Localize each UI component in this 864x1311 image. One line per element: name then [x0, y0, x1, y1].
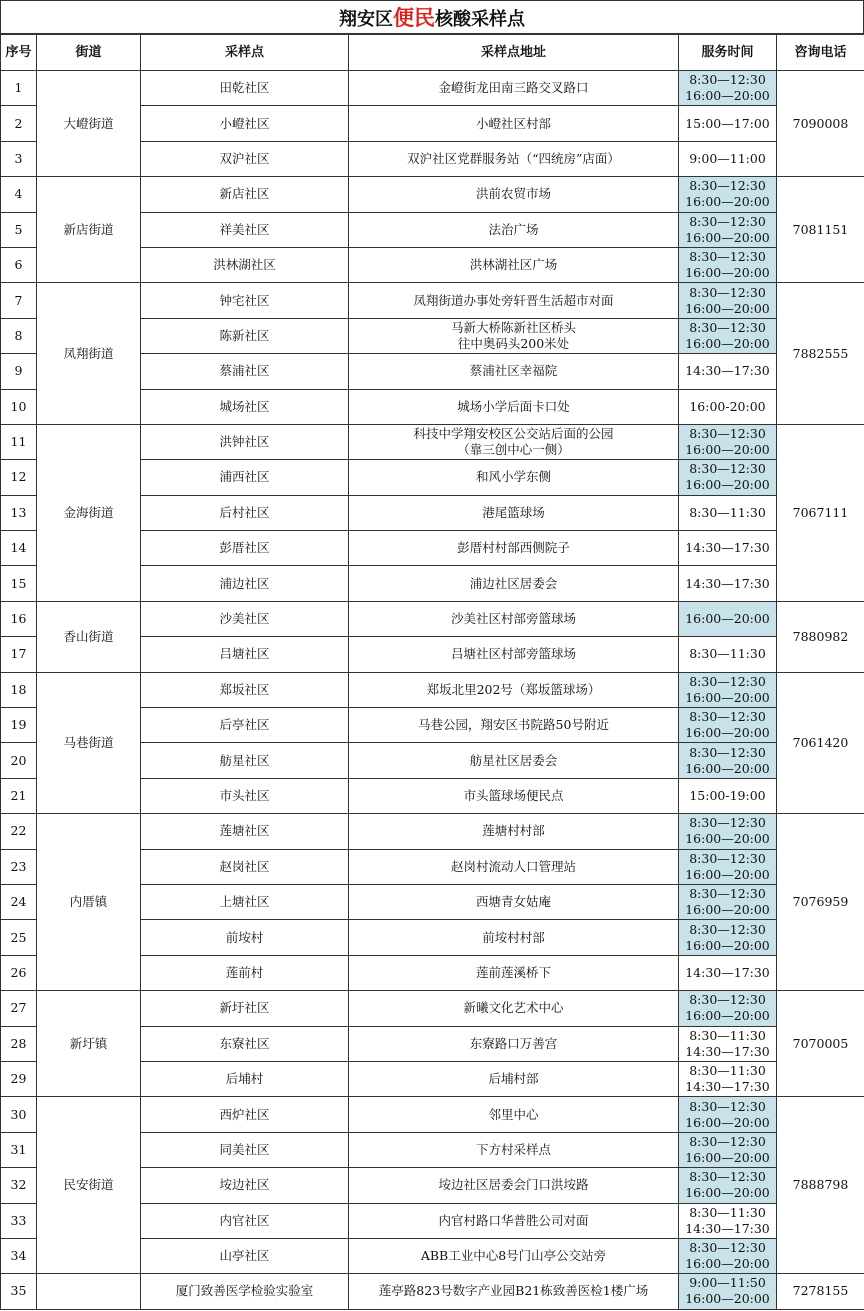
time-line: 8:30—11:30: [689, 1063, 766, 1079]
service-time: [679, 71, 777, 106]
address-line: 莲亭路823号数字产业园B21栋致善医检1楼广场: [378, 1283, 649, 1299]
time-line: 8:30—12:30: [689, 850, 766, 866]
time-line: 14:30—17:30: [685, 575, 770, 591]
table-row: [1, 1274, 864, 1309]
row-number: 1: [1, 71, 37, 106]
site-name: 钟宅社区: [141, 283, 349, 318]
street-cell: 凤翔街道: [37, 283, 141, 425]
table-row: [1, 424, 864, 459]
site-address: [349, 212, 679, 247]
time-line: 15:00—17:00: [685, 115, 770, 131]
row-number: 33: [1, 1203, 37, 1238]
site-address: [349, 1168, 679, 1203]
address-line: 内官村路口华普胜公司对面: [438, 1212, 589, 1228]
service-time: [679, 495, 777, 530]
header-number: 序号: [1, 35, 37, 71]
address-line: 凤翔街道办事处旁轩晋生活超市对面: [413, 292, 614, 308]
time-line: 15:00-19:00: [689, 788, 766, 803]
time-line: 8:30—11:30: [689, 504, 766, 520]
service-time: [679, 778, 777, 813]
phone-cell: 7070005: [777, 991, 864, 1097]
site-name: 祥美社区: [141, 212, 349, 247]
service-time: [679, 141, 777, 176]
row-number: 6: [1, 247, 37, 282]
site-address: [349, 106, 679, 141]
phone-cell: 7067111: [777, 424, 864, 601]
street-cell: 新圩镇: [37, 991, 141, 1097]
time-line: 8:30—11:30: [689, 1204, 766, 1220]
table-row: [1, 1097, 864, 1132]
service-time: [679, 1203, 777, 1238]
table-row: [1, 991, 864, 1026]
address-line: 双沪社区党群服务站（“四统房”店面）: [407, 150, 620, 166]
page-title: [0, 0, 864, 34]
site-name: 莲塘社区: [141, 814, 349, 849]
time-line: 8:30—12:30: [689, 1169, 766, 1185]
street-cell: 金海街道: [37, 424, 141, 601]
street-cell: 大嶝街道: [37, 71, 141, 177]
site-address: [349, 531, 679, 566]
row-number: 12: [1, 460, 37, 495]
header-address: 采样点地址: [349, 35, 679, 71]
time-line: 8:30—12:30: [689, 1133, 766, 1149]
time-line: 8:30—12:30: [689, 178, 766, 194]
address-line: 洪林湖社区广场: [469, 257, 558, 273]
time-line: 16:00—20:00: [685, 760, 770, 776]
time-line: 16:00—20:00: [685, 229, 770, 245]
site-name: 西炉社区: [141, 1097, 349, 1132]
site-address: [349, 424, 679, 459]
row-number: 10: [1, 389, 37, 424]
service-time: [679, 389, 777, 424]
address-line: 下方村采样点: [475, 1141, 551, 1157]
site-address: [349, 920, 679, 955]
row-number: 14: [1, 531, 37, 566]
row-number: 2: [1, 106, 37, 141]
site-name: 垵边社区: [141, 1168, 349, 1203]
service-time: [679, 1132, 777, 1167]
time-line: 16:00—20:00: [685, 611, 770, 627]
service-time: [679, 708, 777, 743]
row-number: 17: [1, 637, 37, 672]
site-address: [349, 1238, 679, 1273]
time-line: 8:30—12:30: [689, 709, 766, 725]
site-name: 上塘社区: [141, 884, 349, 919]
site-name: 市头社区: [141, 778, 349, 813]
time-line: 14:30—17:30: [685, 1220, 770, 1236]
service-time: [679, 247, 777, 282]
address-line: 金嶝街龙田南三路交叉路口: [438, 80, 589, 96]
address-line: （靠三创中心一侧）: [457, 442, 570, 458]
address-line: 沙美社区村部旁篮球场: [450, 611, 576, 627]
site-name: 后埔村: [141, 1061, 349, 1096]
time-line: 16:00—20:00: [685, 265, 770, 281]
site-address: [349, 884, 679, 919]
row-number: 16: [1, 601, 37, 636]
time-line: 16:00—20:00: [685, 335, 770, 351]
service-time: [679, 106, 777, 141]
header-phone: 咨询电话: [777, 35, 864, 71]
row-number: 13: [1, 495, 37, 530]
time-line: 8:30—12:30: [689, 213, 766, 229]
time-line: 16:00—20:00: [685, 442, 770, 458]
row-number: 18: [1, 672, 37, 707]
phone-cell: 7081151: [777, 177, 864, 283]
address-line: 彭厝村村部西侧院子: [457, 540, 570, 556]
address-line: 马巷公园，翔安区书院路50号附近: [418, 717, 609, 733]
time-line: 8:30—12:30: [689, 815, 766, 831]
service-time: [679, 672, 777, 707]
address-line: 小嶝社区村部: [475, 115, 551, 131]
time-line: 16:00—20:00: [685, 1008, 770, 1024]
site-address: [349, 460, 679, 495]
site-name: 新圩社区: [141, 991, 349, 1026]
site-name: 后村社区: [141, 495, 349, 530]
site-address: [349, 672, 679, 707]
table-header-row: [1, 35, 864, 71]
site-address: [349, 495, 679, 530]
street-cell: 香山街道: [37, 601, 141, 672]
row-number: 20: [1, 743, 37, 778]
site-address: [349, 1274, 679, 1309]
site-address: [349, 141, 679, 176]
address-line: 莲前莲溪桥下: [475, 964, 551, 980]
address-line: 城场小学后面卡口处: [457, 398, 570, 414]
site-name: 浦西社区: [141, 460, 349, 495]
site-address: [349, 566, 679, 601]
phone-cell: 7278155: [777, 1274, 864, 1309]
address-line: 市头篮球场便民点: [463, 788, 564, 803]
address-line: 浦边社区居委会: [469, 575, 558, 591]
service-time: [679, 1274, 777, 1309]
site-address: [349, 1097, 679, 1132]
address-line: 邻里中心: [488, 1106, 539, 1122]
service-time: [679, 814, 777, 849]
time-line: 16:00—20:00: [685, 300, 770, 316]
site-address: [349, 743, 679, 778]
time-line: 16:00—20:00: [685, 477, 770, 493]
title-highlight: 便民: [393, 5, 435, 30]
site-address: [349, 1203, 679, 1238]
time-line: 8:30—12:30: [689, 921, 766, 937]
site-name: 赵岗社区: [141, 849, 349, 884]
site-address: [349, 814, 679, 849]
service-time: [679, 884, 777, 919]
site-name: 沙美社区: [141, 601, 349, 636]
table-row: [1, 177, 864, 212]
site-address: [349, 283, 679, 318]
site-address: [349, 354, 679, 389]
site-name: 后亭社区: [141, 708, 349, 743]
row-number: 7: [1, 283, 37, 318]
service-time: [679, 637, 777, 672]
site-name: 彭厝社区: [141, 531, 349, 566]
address-line: 前垵村村部: [482, 929, 545, 945]
site-address: [349, 177, 679, 212]
phone-cell: 7061420: [777, 672, 864, 814]
time-line: 9:00—11:50: [689, 1275, 766, 1291]
time-line: 8:30—12:30: [689, 673, 766, 689]
time-line: 8:30—12:30: [689, 72, 766, 88]
table-row: [1, 814, 864, 849]
row-number: 11: [1, 424, 37, 459]
street-cell: 马巷街道: [37, 672, 141, 814]
row-number: 27: [1, 991, 37, 1026]
service-time: [679, 283, 777, 318]
street-cell: 新店街道: [37, 177, 141, 283]
service-time: [679, 354, 777, 389]
service-time: [679, 1026, 777, 1061]
time-line: 14:30—17:30: [685, 363, 770, 379]
site-name: 陈新社区: [141, 318, 349, 353]
time-line: 8:30—12:30: [689, 744, 766, 760]
time-line: 8:30—12:30: [689, 461, 766, 477]
row-number: 19: [1, 708, 37, 743]
address-line: 科技中学翔安校区公交站后面的公园: [413, 426, 614, 442]
time-line: 9:00—11:00: [689, 150, 766, 166]
site-address: [349, 708, 679, 743]
time-line: 16:00—20:00: [685, 88, 770, 104]
time-line: 8:30—12:30: [689, 1240, 766, 1256]
site-address: [349, 637, 679, 672]
site-name: 郑坂社区: [141, 672, 349, 707]
address-line: ABB工业中心8号门山亭公交站旁: [420, 1248, 607, 1264]
time-line: 16:00—20:00: [685, 1256, 770, 1272]
sampling-site-table: [0, 34, 864, 1310]
site-address: [349, 849, 679, 884]
address-line: 后埔村部: [488, 1071, 539, 1087]
row-number: 23: [1, 849, 37, 884]
row-number: 31: [1, 1132, 37, 1167]
site-name: 内官社区: [141, 1203, 349, 1238]
service-time: [679, 566, 777, 601]
site-address: [349, 318, 679, 353]
site-name: 城场社区: [141, 389, 349, 424]
site-name: 舫星社区: [141, 743, 349, 778]
service-time: [679, 460, 777, 495]
time-line: 8:30—12:30: [689, 284, 766, 300]
phone-cell: 7882555: [777, 283, 864, 425]
row-number: 34: [1, 1238, 37, 1273]
time-line: 16:00-20:00: [689, 398, 766, 414]
site-address: [349, 1026, 679, 1061]
phone-cell: 7090008: [777, 71, 864, 177]
site-name: 田乾社区: [141, 71, 349, 106]
service-time: [679, 212, 777, 247]
address-line: 马新大桥陈新社区桥头: [450, 319, 576, 335]
time-line: 8:30—11:30: [689, 1027, 766, 1043]
row-number: 9: [1, 354, 37, 389]
site-name: 双沪社区: [141, 141, 349, 176]
row-number: 3: [1, 141, 37, 176]
service-time: [679, 743, 777, 778]
time-line: 16:00—20:00: [685, 194, 770, 210]
site-address: [349, 955, 679, 990]
service-time: [679, 991, 777, 1026]
row-number: 26: [1, 955, 37, 990]
time-line: 8:30—12:30: [689, 249, 766, 265]
address-line: 和风小学东侧: [475, 469, 551, 485]
site-name: 吕塘社区: [141, 637, 349, 672]
site-address: [349, 778, 679, 813]
row-number: 22: [1, 814, 37, 849]
address-line: 莲塘村村部: [482, 823, 545, 839]
time-line: 16:00—20:00: [685, 1114, 770, 1130]
site-address: [349, 71, 679, 106]
phone-cell: 7076959: [777, 814, 864, 991]
site-name: 莲前村: [141, 955, 349, 990]
time-line: 8:30—12:30: [689, 992, 766, 1008]
table-row: [1, 283, 864, 318]
time-line: 14:30—17:30: [685, 1043, 770, 1059]
site-name: 新店社区: [141, 177, 349, 212]
table-body: [1, 71, 864, 1310]
header-site: 采样点: [141, 35, 349, 71]
row-number: 5: [1, 212, 37, 247]
row-number: 15: [1, 566, 37, 601]
phone-cell: 7880982: [777, 601, 864, 672]
service-time: [679, 177, 777, 212]
phone-cell: 7888798: [777, 1097, 864, 1274]
header-service-time: 服务时间: [679, 35, 777, 71]
header-street: 街道: [37, 35, 141, 71]
time-line: 16:00—20:00: [685, 689, 770, 705]
row-number: 21: [1, 778, 37, 813]
site-address: [349, 247, 679, 282]
service-time: [679, 1061, 777, 1096]
address-line: 东寮路口万善宫: [469, 1035, 558, 1051]
service-time: [679, 955, 777, 990]
site-address: [349, 1132, 679, 1167]
time-line: 8:30—12:30: [689, 319, 766, 335]
row-number: 30: [1, 1097, 37, 1132]
row-number: 24: [1, 884, 37, 919]
time-line: 8:30—12:30: [689, 426, 766, 442]
address-line: 西塘青女姑庵: [475, 894, 551, 910]
site-name: 前垵村: [141, 920, 349, 955]
time-line: 16:00—20:00: [685, 902, 770, 918]
site-name: 东寮社区: [141, 1026, 349, 1061]
row-number: 25: [1, 920, 37, 955]
row-number: 32: [1, 1168, 37, 1203]
time-line: 8:30—12:30: [689, 886, 766, 902]
time-line: 16:00—20:00: [685, 1291, 770, 1307]
site-name: 浦边社区: [141, 566, 349, 601]
service-time: [679, 1168, 777, 1203]
time-line: 14:30—17:30: [685, 964, 770, 980]
row-number: 35: [1, 1274, 37, 1309]
service-time: [679, 424, 777, 459]
service-time: [679, 849, 777, 884]
address-line: 吕塘社区村部旁篮球场: [450, 646, 576, 662]
table-row: [1, 601, 864, 636]
street-cell: [37, 1274, 141, 1309]
table-row: [1, 672, 864, 707]
address-line: 新曦文化艺术中心: [463, 1000, 564, 1016]
address-line: 垵边社区居委会门口洪垵路: [438, 1177, 589, 1193]
row-number: 4: [1, 177, 37, 212]
time-line: 16:00—20:00: [685, 1185, 770, 1201]
service-time: [679, 531, 777, 566]
site-name: 蔡浦社区: [141, 354, 349, 389]
site-address: [349, 991, 679, 1026]
street-cell: 内厝镇: [37, 814, 141, 991]
time-line: 16:00—20:00: [685, 725, 770, 741]
time-line: 14:30—17:30: [685, 1079, 770, 1095]
time-line: 16:00—20:00: [685, 937, 770, 953]
time-line: 8:30—12:30: [689, 1098, 766, 1114]
address-line: 赵岗村流动人口管理站: [450, 858, 576, 874]
service-time: [679, 1097, 777, 1132]
title-suffix: 核酸采样点: [435, 9, 525, 30]
table-row: [1, 71, 864, 106]
title-prefix: 翔安区: [339, 9, 393, 30]
service-time: [679, 318, 777, 353]
time-line: 14:30—17:30: [685, 540, 770, 556]
site-name: 洪林湖社区: [141, 247, 349, 282]
site-name: 洪钟社区: [141, 424, 349, 459]
site-name: 山亭社区: [141, 1238, 349, 1273]
address-line: 往中奥码头200米处: [457, 335, 570, 351]
site-address: [349, 1061, 679, 1096]
site-address: [349, 389, 679, 424]
address-line: 洪前农贸市场: [475, 186, 551, 202]
site-address: [349, 601, 679, 636]
service-time: [679, 1238, 777, 1273]
address-line: 法治广场: [488, 221, 539, 237]
time-line: 16:00—20:00: [685, 866, 770, 882]
street-cell: 民安街道: [37, 1097, 141, 1274]
service-time: [679, 920, 777, 955]
address-line: 港尾篮球场: [482, 504, 545, 520]
address-line: 蔡浦社区幸福院: [469, 363, 558, 379]
row-number: 28: [1, 1026, 37, 1061]
address-line: 舫星社区居委会: [469, 752, 558, 768]
row-number: 8: [1, 318, 37, 353]
time-line: 8:30—11:30: [689, 646, 766, 662]
site-name: 同美社区: [141, 1132, 349, 1167]
address-line: 郑坂北里202号（郑坂篮球场）: [426, 681, 601, 697]
row-number: 29: [1, 1061, 37, 1096]
site-name: 小嶝社区: [141, 106, 349, 141]
time-line: 16:00—20:00: [685, 831, 770, 847]
time-line: 16:00—20:00: [685, 1149, 770, 1165]
site-name: 厦门致善医学检验实验室: [141, 1274, 349, 1309]
service-time: [679, 601, 777, 636]
